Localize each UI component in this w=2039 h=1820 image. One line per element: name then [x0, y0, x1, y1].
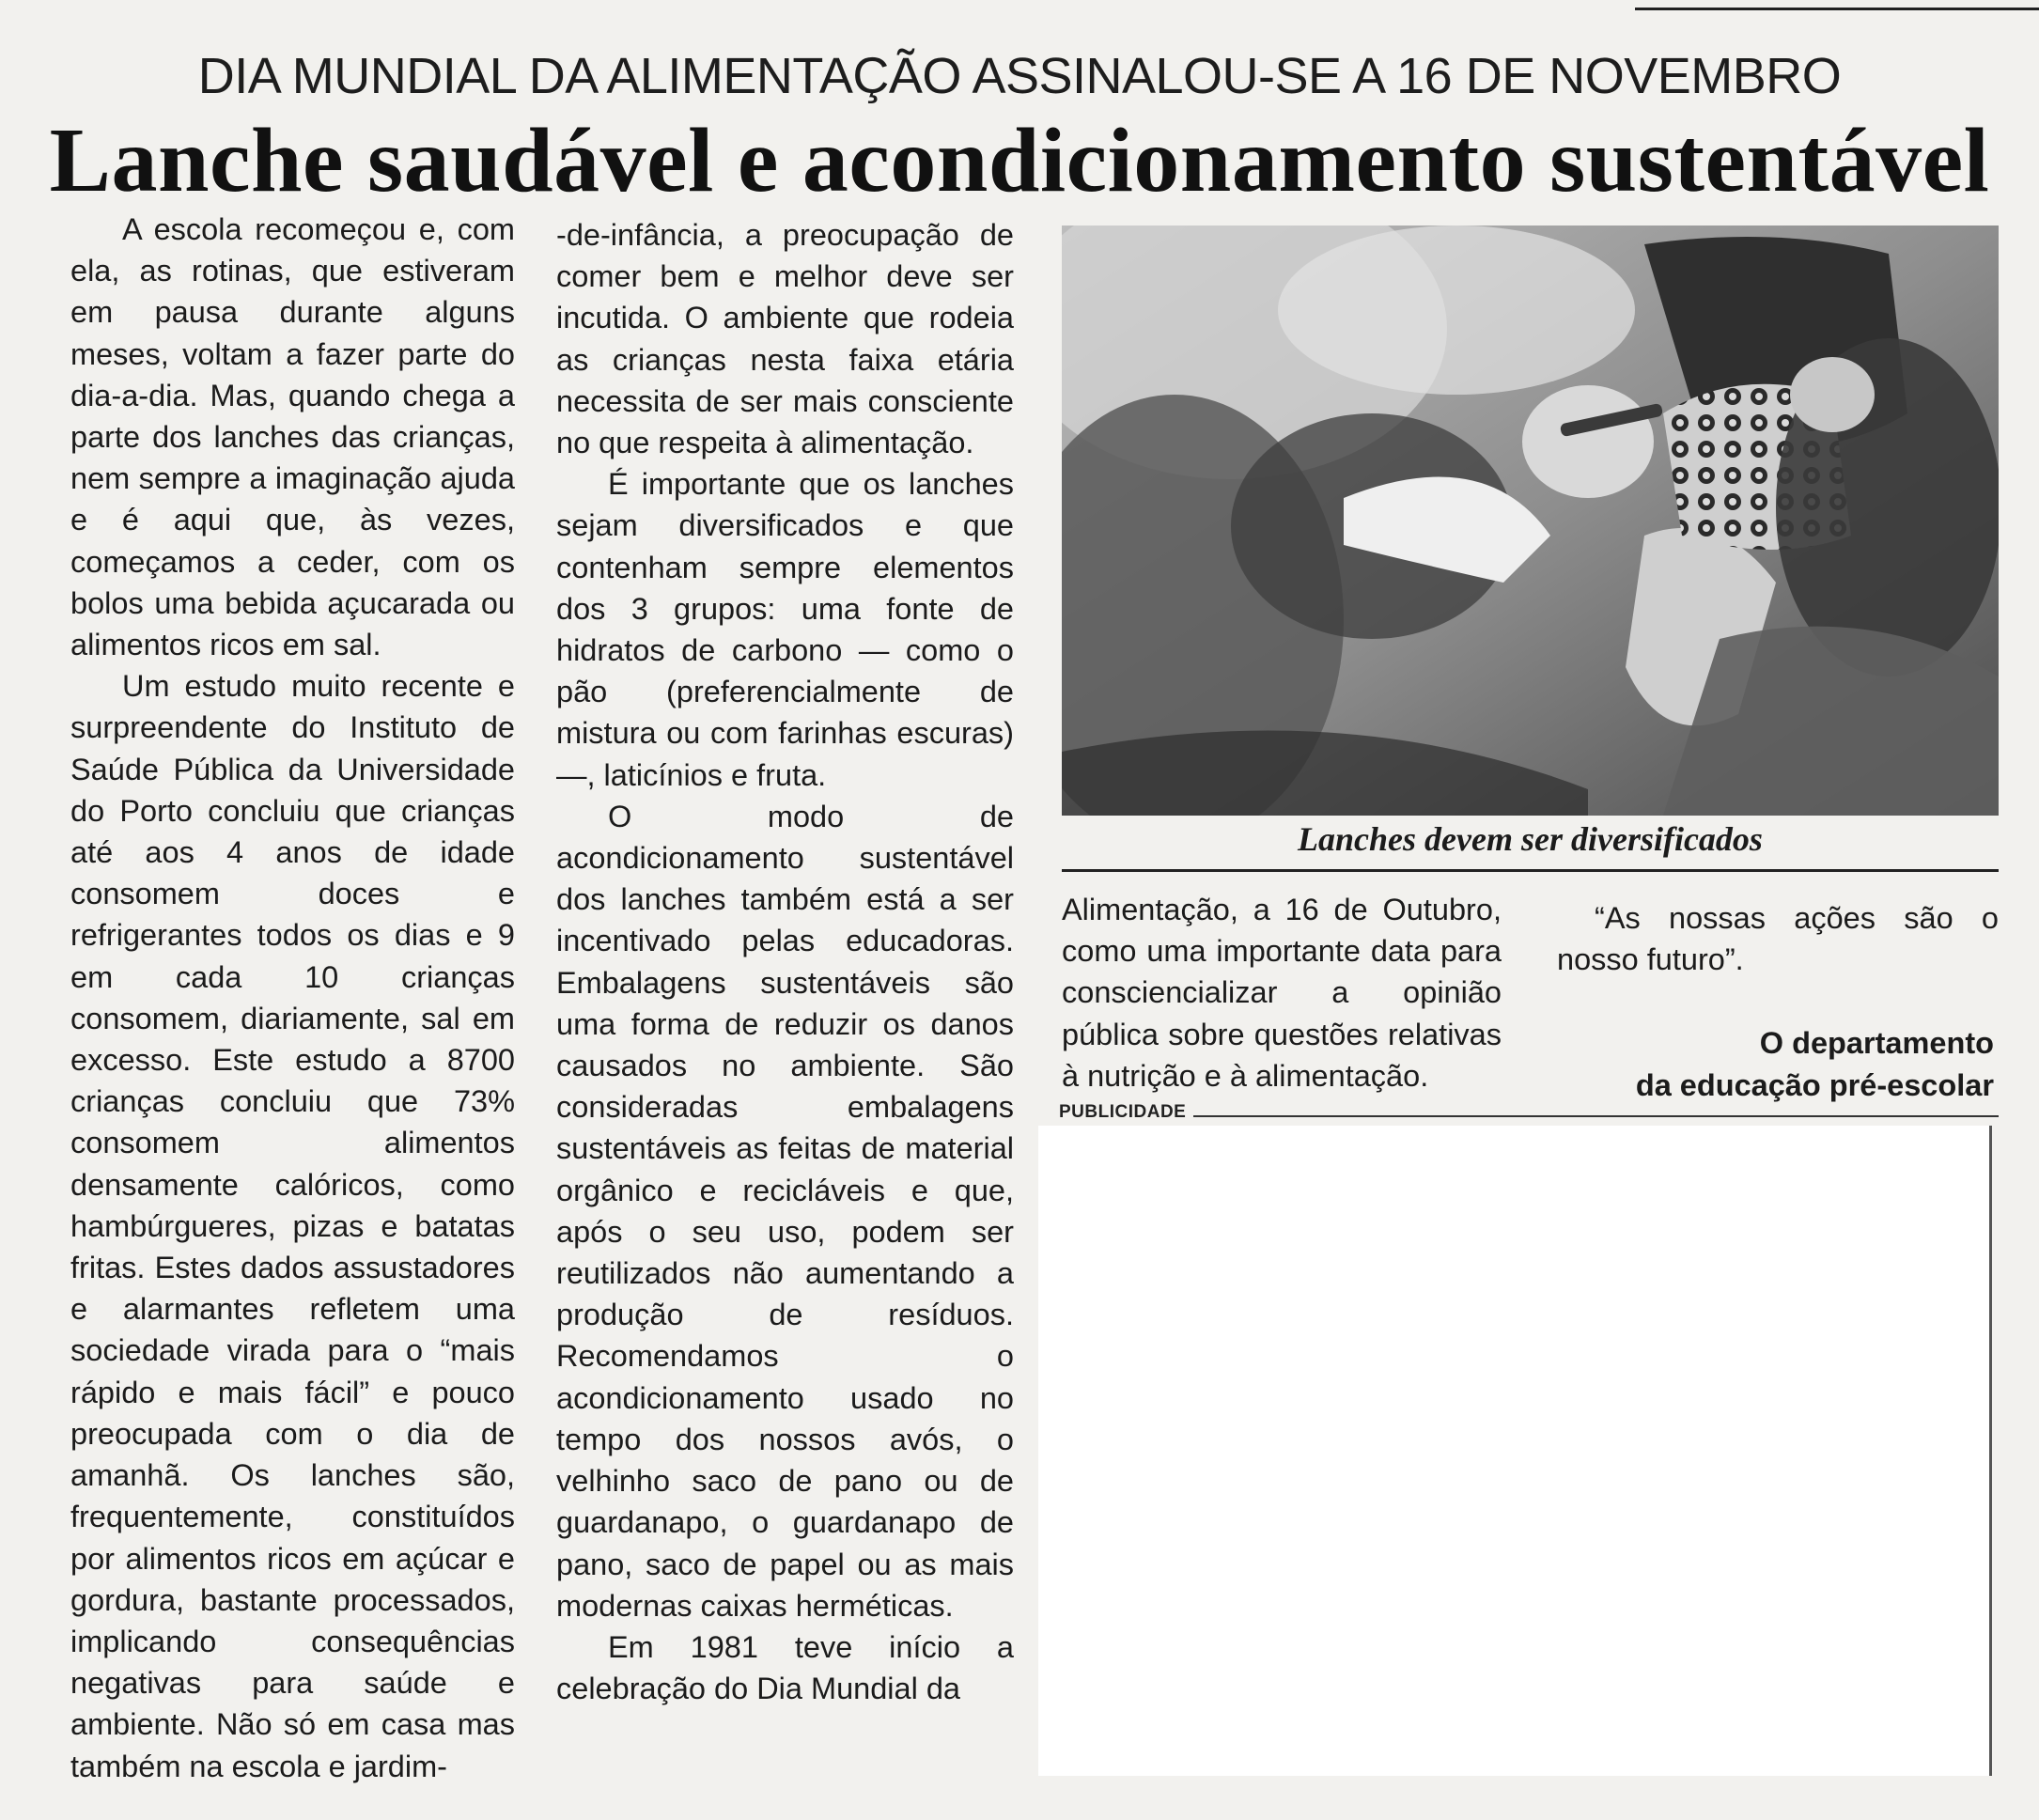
paragraph: A escola recomeçou e, com ela, as rotinas, que estiveram em pausa durante alguns meses, voltam a fazer parte do dia-a-dia. Mas, quando chega a parte dos lanches das crianças, nem sempre a imaginação ajuda e é aqui que, às vezes, começamos a ceder, com os bolos uma bebida açucarada ou alimentos ricos em sal. — [70, 212, 515, 662]
article-headline: Lanche saudável e acondicionamento sustentável — [49, 110, 1990, 211]
article-signature — [1524, 1022, 1994, 1107]
advertisement-label: PUBLICIDADE — [1059, 1102, 1187, 1122]
photo-children-eating — [1062, 226, 1999, 816]
signature-line: da educação pré-escolar — [1635, 1068, 1994, 1102]
advertisement-box — [1038, 1126, 1992, 1776]
signature-line: O departamento — [1759, 1026, 1994, 1060]
caption-divider — [1062, 869, 1999, 872]
paragraph: Alimentação, a 16 de Outubro, como uma importante data para consciencializar a opinião pública sobre questões relativas à nutrição e à alimentação. — [1062, 893, 1502, 1093]
paragraph: Um estudo muito recente e surpreendente do Instituto de Saúde Pública da Universidade do Porto concluiu que crianças até aos 4 anos de idade consomem doces e refrigerantes todos os dias e 9 em cada 10 crianças consomem, diariamente, sal em excesso. Este estudo a 8700 crianças concluiu que 73% consomem alimentos densamente calóricos, como hambúrgueres, pizas e batatas fritas. Estes dados assustadores e alarmantes refletem uma sociedade virada para o “mais rápido e mais fácil” e pouco preocupada com o dia de amanhã. Os lanches são, frequentemente, constituídos por alimentos ricos em açúcar e gordura, bastante processados, implicando consequências negativas para saúde e ambiente. Não só em casa mas também na escola e jardim- — [70, 669, 515, 1783]
article-column-3 — [1062, 889, 1502, 1097]
article-photo — [1062, 226, 1999, 816]
article-kicker: DIA MUNDIAL DA ALIMENTAÇÃO ASSINALOU-SE A 16 DE NOVEMBRO — [197, 48, 1842, 104]
paragraph: É importante que os lanches sejam diversificados e que contenham sempre elementos dos 3 grupos: uma fonte de hidratos de carbono — como o pão (preferencialmente de mistura ou com farinhas escuras) —, laticínios e fruta. — [556, 467, 1014, 792]
paragraph: -de-infância, a preocupação de comer bem e melhor deve ser incutida. O ambiente que rodeia as crianças nesta faixa etária necessita de ser mais consciente no que respeita à alimentação. — [556, 218, 1014, 460]
paragraph: O modo de acondicionamento sustentável dos lanches também está a ser incentivado pelas educadoras. Embalagens sustentáveis são uma forma de reduzir os danos causados no ambiente. São consideradas embalagens sustentáveis as feitas de material orgânico e recicláveis e que, após o seu uso, podem ser reutilizados não aumentando a produção de resíduos. Recomendamos o acondicionamento usado no tempo dos nossos avós, o velhinho saco de pano ou de guardanapo, o guardanapo de pano, saco de papel ou as mais modernas caixas herméticas. — [556, 799, 1014, 1623]
paragraph: Em 1981 teve início a celebração do Dia Mundial da — [556, 1629, 1014, 1706]
photo-caption: Lanches devem ser diversificados — [1298, 820, 1763, 858]
article-column-1 — [70, 209, 515, 1787]
article-column-4 — [1557, 897, 1999, 980]
closing-quote: “As nossas ações são o nosso futuro”. — [1557, 901, 1999, 977]
advertisement-rule — [1193, 1115, 1999, 1117]
top-rule — [1635, 8, 2039, 10]
article-column-2 — [556, 214, 1014, 1709]
